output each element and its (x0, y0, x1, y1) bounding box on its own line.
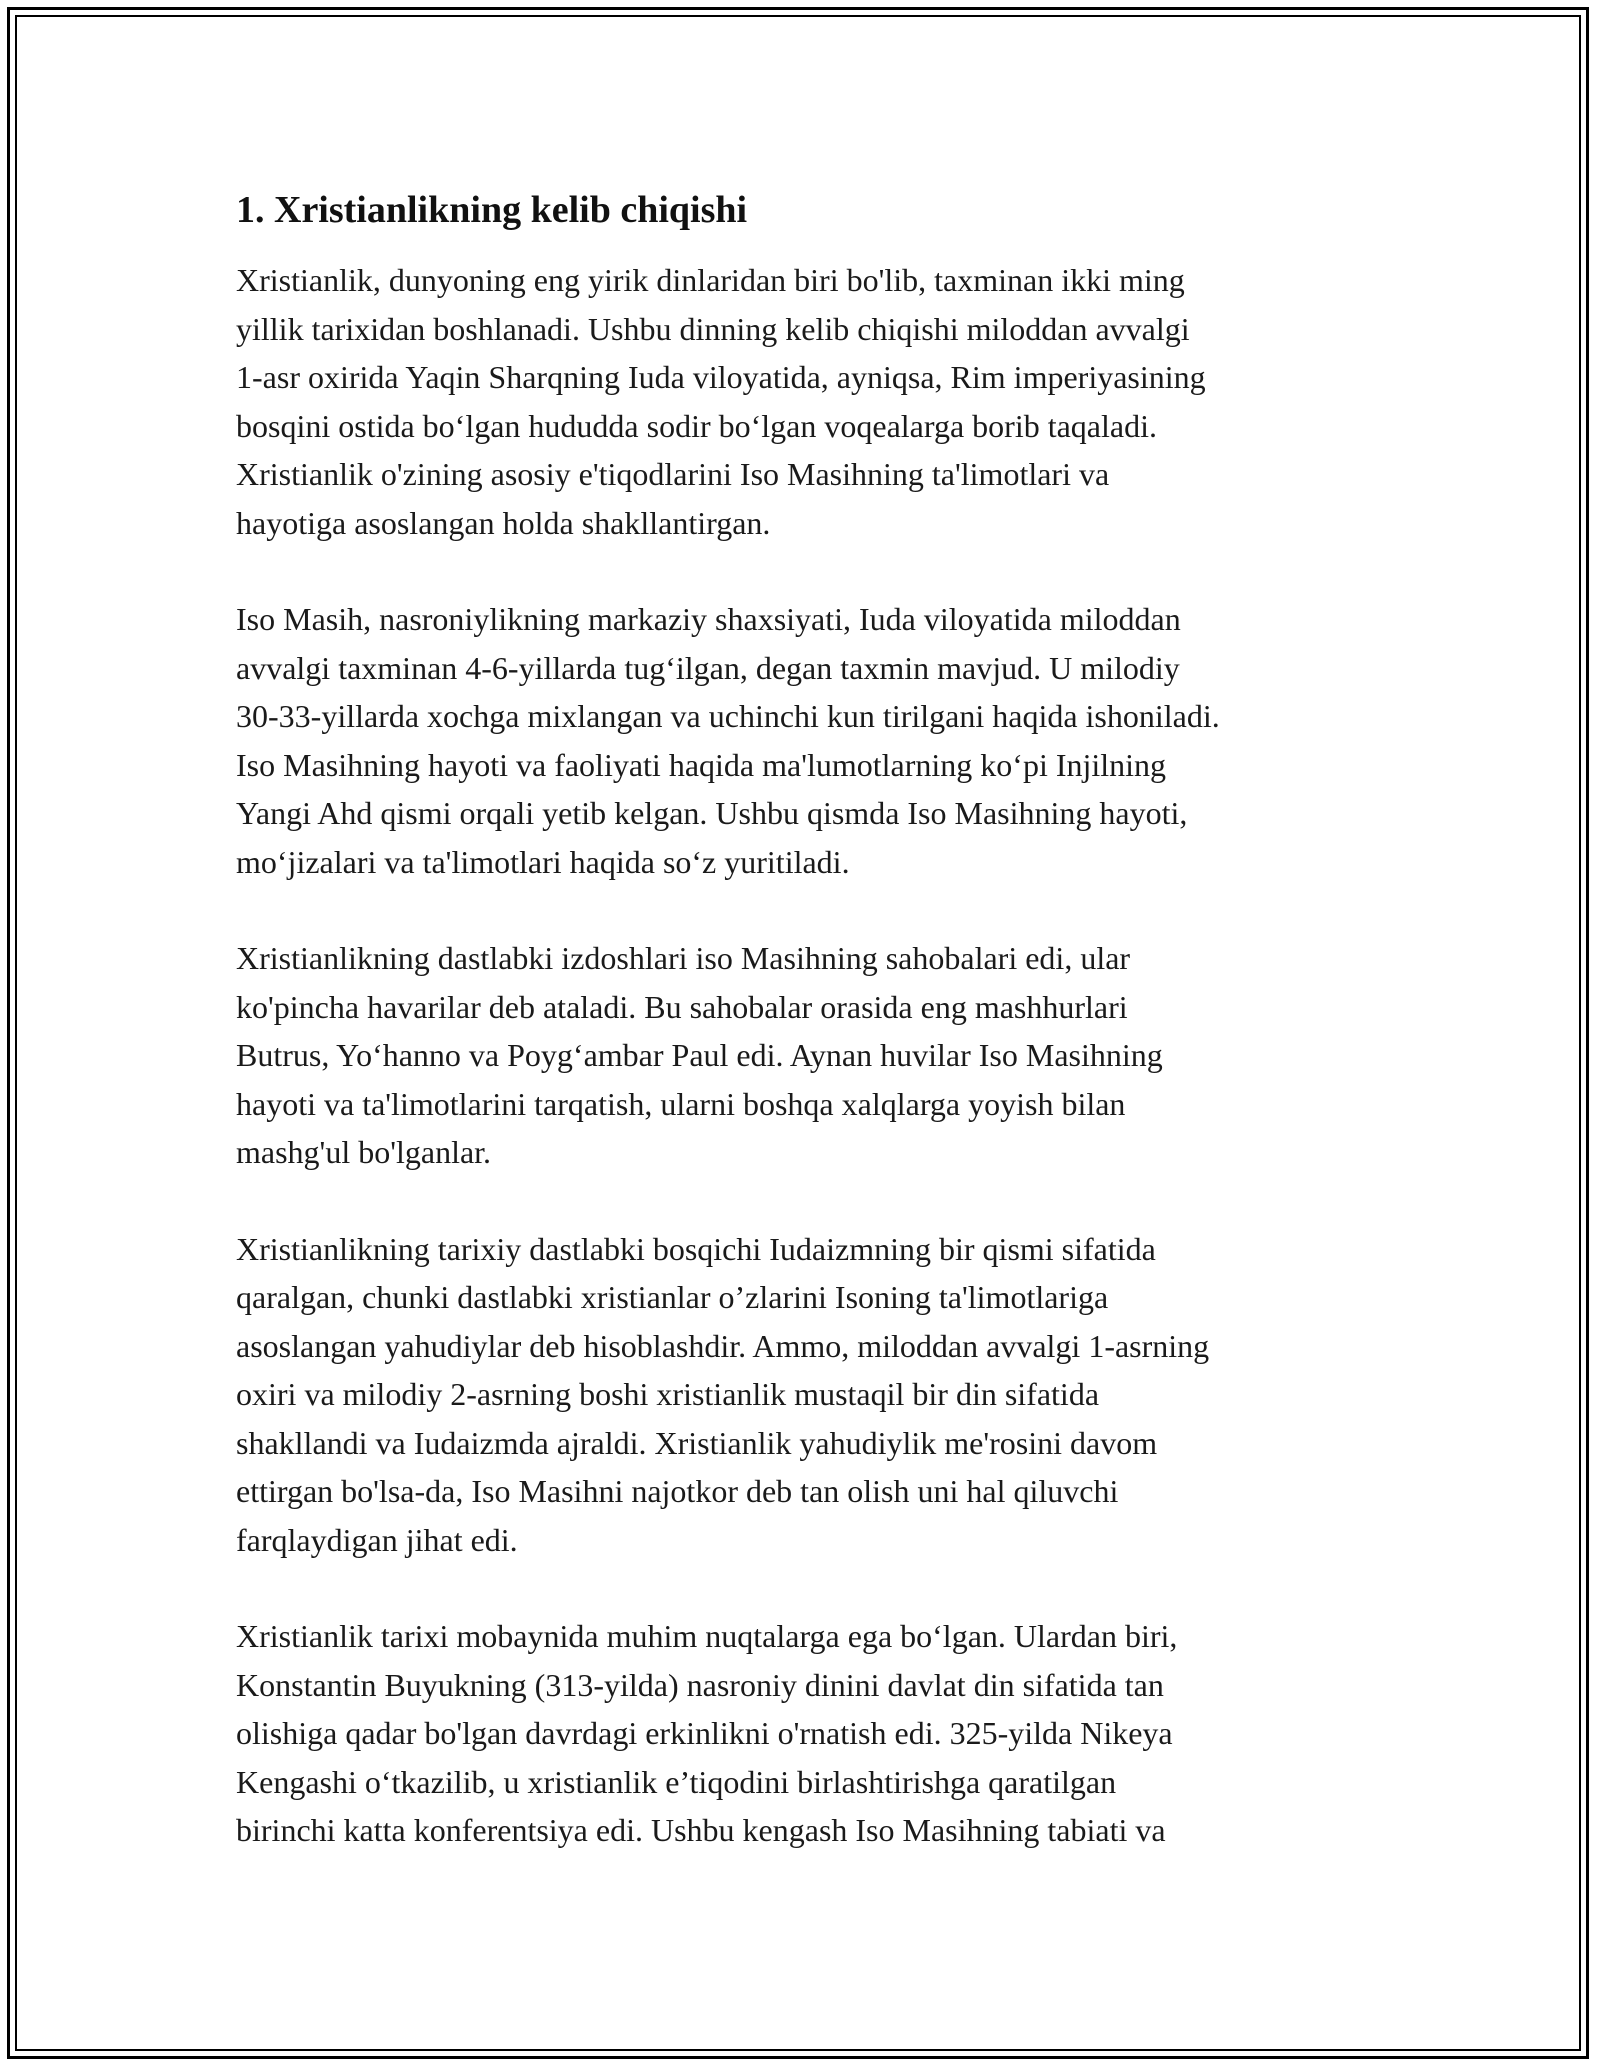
text-line: Xristianlik, dunyoning eng yirik dinlaridan biri bo'lib, taxminan ikki ming (236, 262, 1185, 298)
text-line: shakllandi va Iudaizmda ajraldi. Xristianlik yahudiylik me'rosini davom (236, 1424, 1158, 1461)
text-line: birinchi katta konferentsiya edi. Ushbu kengash Iso Masihning tabiati va (236, 1812, 1166, 1848)
text-line: ko'pincha havarilar deb ataladi. Bu sahobalar orasida eng mashhurlari (236, 988, 1128, 1025)
text-line: Xristianlikning dastlabki izdoshlari iso Masihning sahobalari edi, ular (236, 940, 1131, 976)
text-line: 1-asr oxirida Yaqin Sharqning Iuda viloyatida, ayniqsa, Rim imperiyasining (236, 359, 1206, 395)
paragraph-4 (236, 1225, 1366, 1565)
text-line: Xristianlik tarixi mobaynida muhim nuqtalarga ega bo‘lgan. Ulardan biri, (236, 1618, 1178, 1654)
text-line: avvalgi taxminan 4-6-yillarda tug‘ilgan, degan taxmin mavjud. U milodiy (236, 649, 1180, 686)
paragraph-3 (236, 934, 1366, 1177)
text-line: mo‘jizalari va ta'limotlari haqida so‘z yuritiladi. (236, 843, 850, 880)
text-line: hayotiga asoslangan holda shakllantirgan. (236, 504, 771, 541)
document-body (236, 186, 1366, 1903)
text-line: 30-33-yillarda xochga mixlangan va uchinchi kun tirilgani haqida ishoniladi. (236, 698, 1220, 734)
text-line: Kengashi o‘tkazilib, u xristianlik e’tiqodini birlashtirishga qaratilgan (236, 1763, 1117, 1800)
text-line: farqlaydigan jihat edi. (236, 1521, 518, 1558)
paragraph-1 (236, 256, 1366, 547)
text-line: yillik tarixidan boshlanadi. Ushbu dinning kelib chiqishi miloddan avvalgi (236, 310, 1190, 347)
text-line: oxiri va milodiy 2-asrning boshi xristianlik mustaqil bir din sifatida (236, 1376, 1100, 1412)
text-line: qaralgan, chunki dastlabki xristianlar o’zlarini Isoning ta'limotlariga (236, 1279, 1109, 1315)
text-line: mashg'ul bo'lganlar. (236, 1134, 492, 1170)
text-line: hayoti va ta'limotlarini tarqatish, ularni boshqa xalqlarga yoyish bilan (236, 1085, 1126, 1122)
text-line: bosqini ostida bo‘lgan hududda sodir bo‘lgan voqealarga borib taqaladi. (236, 407, 1157, 444)
text-line: Konstantin Buyukning (313-yilda) nasroniy dinini davlat din sifatida tan (236, 1666, 1164, 1703)
text-line: Yangi Ahd qismi orqali yetib kelgan. Ushbu qismda Iso Masihning hayoti, (236, 795, 1188, 831)
text-line: Xristianlik o'zining asosiy e'tiqodlarini Iso Masihning ta'limotlari va (236, 456, 1110, 492)
text-line: Xristianlikning tarixiy dastlabki bosqichi Iudaizmning bir qismi sifatida (236, 1230, 1156, 1267)
text-line: Iso Masihning hayoti va faoliyati haqida ma'lumotlarning ko‘pi Injilning (236, 746, 1167, 783)
paragraph-5 (236, 1612, 1366, 1855)
text-line: asoslangan yahudiylar deb hisoblashdir. Ammo, miloddan avvalgi 1-asrning (236, 1327, 1210, 1364)
text-line: olishiga qadar bo'lgan davrdagi erkinlikni o'rnatish edi. 325-yilda Nikeya (236, 1715, 1173, 1751)
text-line: Iso Masih, nasroniylikning markaziy shaxsiyati, Iuda viloyatida miloddan (236, 601, 1181, 637)
text-line: ettirgan bo'lsa-da, Iso Masihni najotkor deb tan olish uni hal qiluvchi (236, 1473, 1119, 1509)
text-line: Butrus, Yo‘hanno va Poyg‘ambar Paul edi. Aynan huvilar Iso Masihning (236, 1037, 1163, 1073)
paragraph-2 (236, 595, 1366, 886)
section-heading: 1. Xristianlikning kelib chiqishi (236, 189, 748, 231)
